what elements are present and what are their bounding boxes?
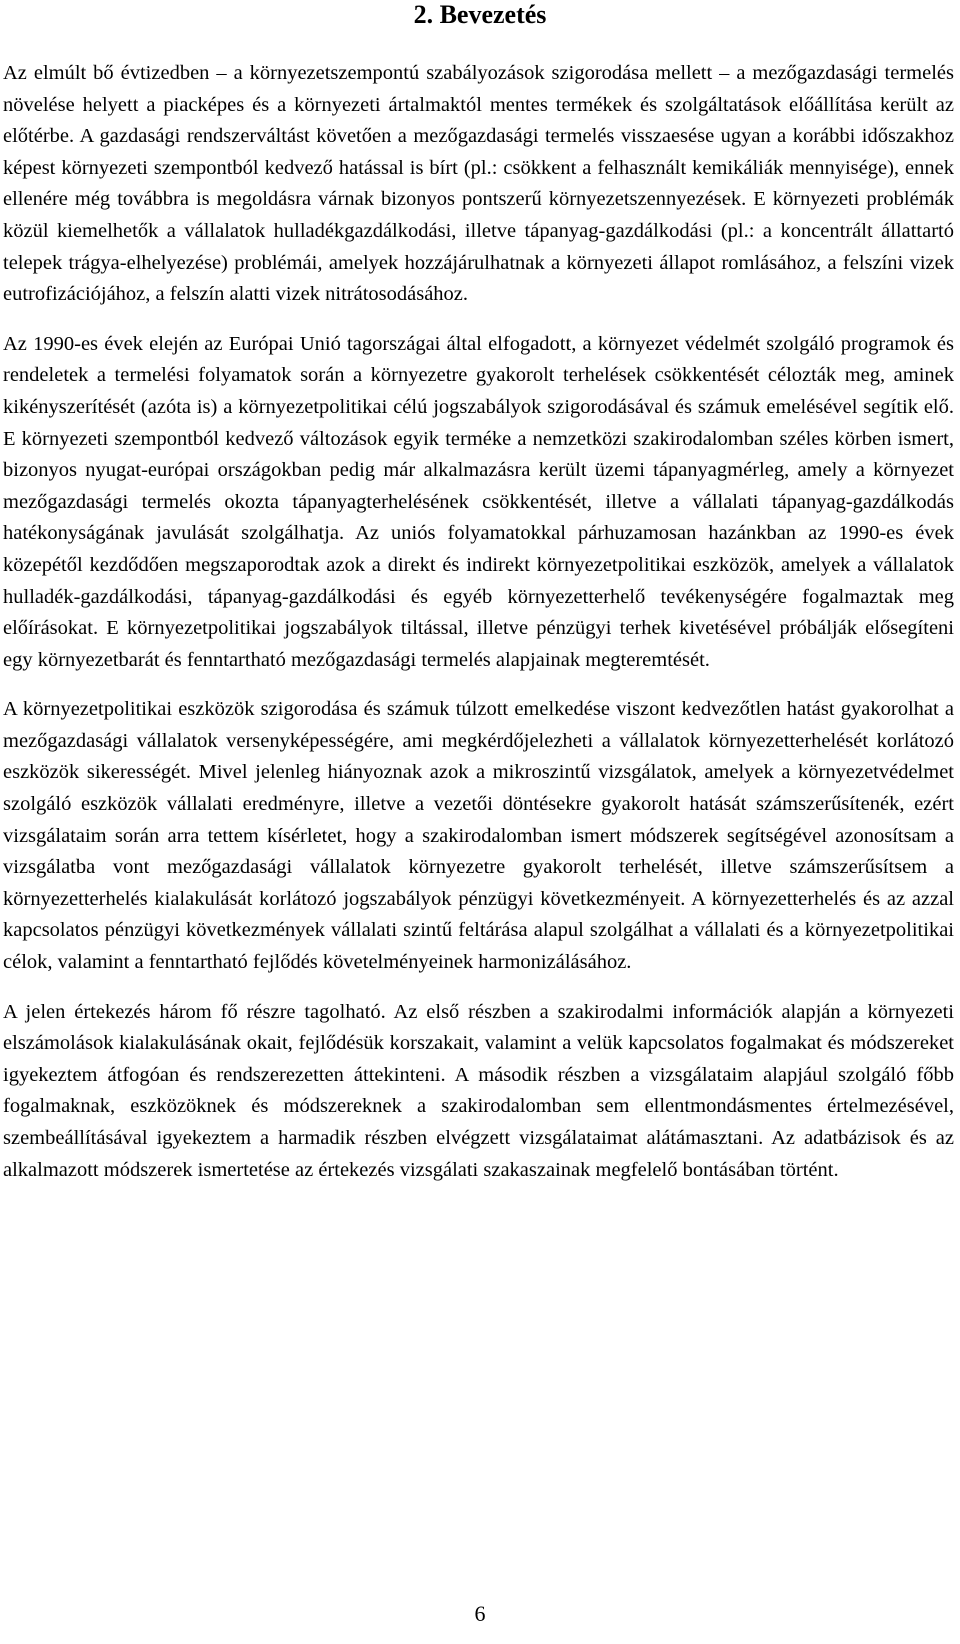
paragraph-4: A jelen értekezés három fő részre tagolható. Az első részben a szakirodalmi információk alapján a környezeti elszámolások kialakulásának okait, fejlődésük korszakait, valamint a velük kapcsolatos fogalmakat és módszereket igyekeztem átfogóan és rendszerezetten áttekinteni. A második részben a vizsgálataim alapjául szolgáló főbb fogalmaknak, eszközöknek és módszereknek a szakirodalomban sem ellentmondásmentes értelmezésével, szembeállításával igyekeztem a harmadik részben elvégzett vizsgálataimat alátámasztani. Az adatbázisok és az alkalmazott módszerek ismertetése az értekezés vizsgálati szakaszainak megfelelő bontásában történt.	[3, 1000, 954, 1181]
paragraph-2: Az 1990-es évek elején az Európai Unió tagországai által elfogadott, a környezet védelmét szolgáló programok és rendeletek a termelési folyamatok során a környezetre gyakorolt terhelések csökkentését célozták meg, aminek kikényszerítését (azóta is) a környezetpolitikai célú jogszabályok szigorodásával és számuk emelésével segítik elő. E környezeti szempontból kedvező változások egyik terméke a nemzetközi szakirodalomban széles körben ismert, bizonyos nyugat-európai országokban pedig már alkalmazásra került üzemi tápanyagmérleg, amely a környezet mezőgazdasági termelés okozta tápanyagterhelésének csökkentését, illetve a vállalati tápanyag-gazdálkodás hatékonyságának javulását szolgálhatja. Az uniós folyamatokkal párhuzamosan hazánkban az 1990-es évek közepétől kezdődően megszaporodtak azok a direkt és indirekt környezetpolitikai eszközök, amelyek a vállalatok hulladék-gazdálkodási, tápanyag-gazdálkodási és egyéb környezetterhelő tevékenységére fogalmaztak meg előírásokat. E környezetpolitikai jogszabályok tiltással, illetve pénzügyi terhek kivetésével próbálják elősegíteni egy környezetbarát és fenntartható mezőgazdasági termelés alapjainak megteremtését.	[3, 332, 954, 671]
paragraph-3: A környezetpolitikai eszközök szigorodása és számuk túlzott emelkedése viszont kedvezőtlen hatást gyakorolhat a mezőgazdasági vállalatok versenyképességére, ami megkérdőjelezheti a vállalatok környezetterhelését korlátozó eszközök sikerességét. Mivel jelenleg hiányoznak azok a mikroszintű vizsgálatok, amelyek a környezetvédelmet szolgáló eszközök vállalati eredményre, illetve a vezetői döntésekre gyakorolt hatását számszerűsítenék, ezért vizsgálataim során arra tettem kísérletet, hogy a szakirodalomban ismert módszerek segítségével azonosítsam a vizsgálatba vont mezőgazdasági vállalatok környezetre gyakorolt terhelését, illetve számszerűsítsem a környezetterhelés kialakulását korlátozó jogszabályok pénzügyi következményeit. A környezetterhelés és az azzal kapcsolatos pénzügyi következmények vállalati szintű feltárása alapul szolgálhat a vállalati és a környezetpolitikai célok, valamint a fenntartható fejlődés követelményeinek harmonizálásához.	[3, 698, 954, 974]
body-text	[3, 58, 954, 1186]
paragraph-1: Az elmúlt bő évtizedben – a környezetszempontú szabályozások szigorodása mellett – a mezőgazdasági termelés növelése helyett a piacképes és a környezeti ártalmaktól mentes termékek és szolgáltatások előállítása került az előtérbe. A gazdasági rendszerváltást követően a mezőgazdasági termelés visszaesése ugyan a korábbi időszakhoz képest környezeti szempontból kedvező hatással is bírt (pl.: csökkent a felhasznált kemikáliák mennyisége), ennek ellenére még továbbra is megoldásra várnak bizonyos pontszerű környezetszennyezések. E környezeti problémák közül kiemelhetők a vállalatok hulladékgazdálkodási, illetve tápanyag-gazdálkodási (pl.: a koncentrált állattartó telepek trágya-elhelyezése) problémái, amelyek hozzájárulhatnak a környezeti állapot romlásához, a felszíni vizek eutrofizációjához, a felszín alatti vizek nitrátosodásához.	[3, 62, 954, 306]
page-number: 6	[474, 1601, 486, 1626]
section-heading: 2. Bevezetés	[413, 0, 547, 29]
